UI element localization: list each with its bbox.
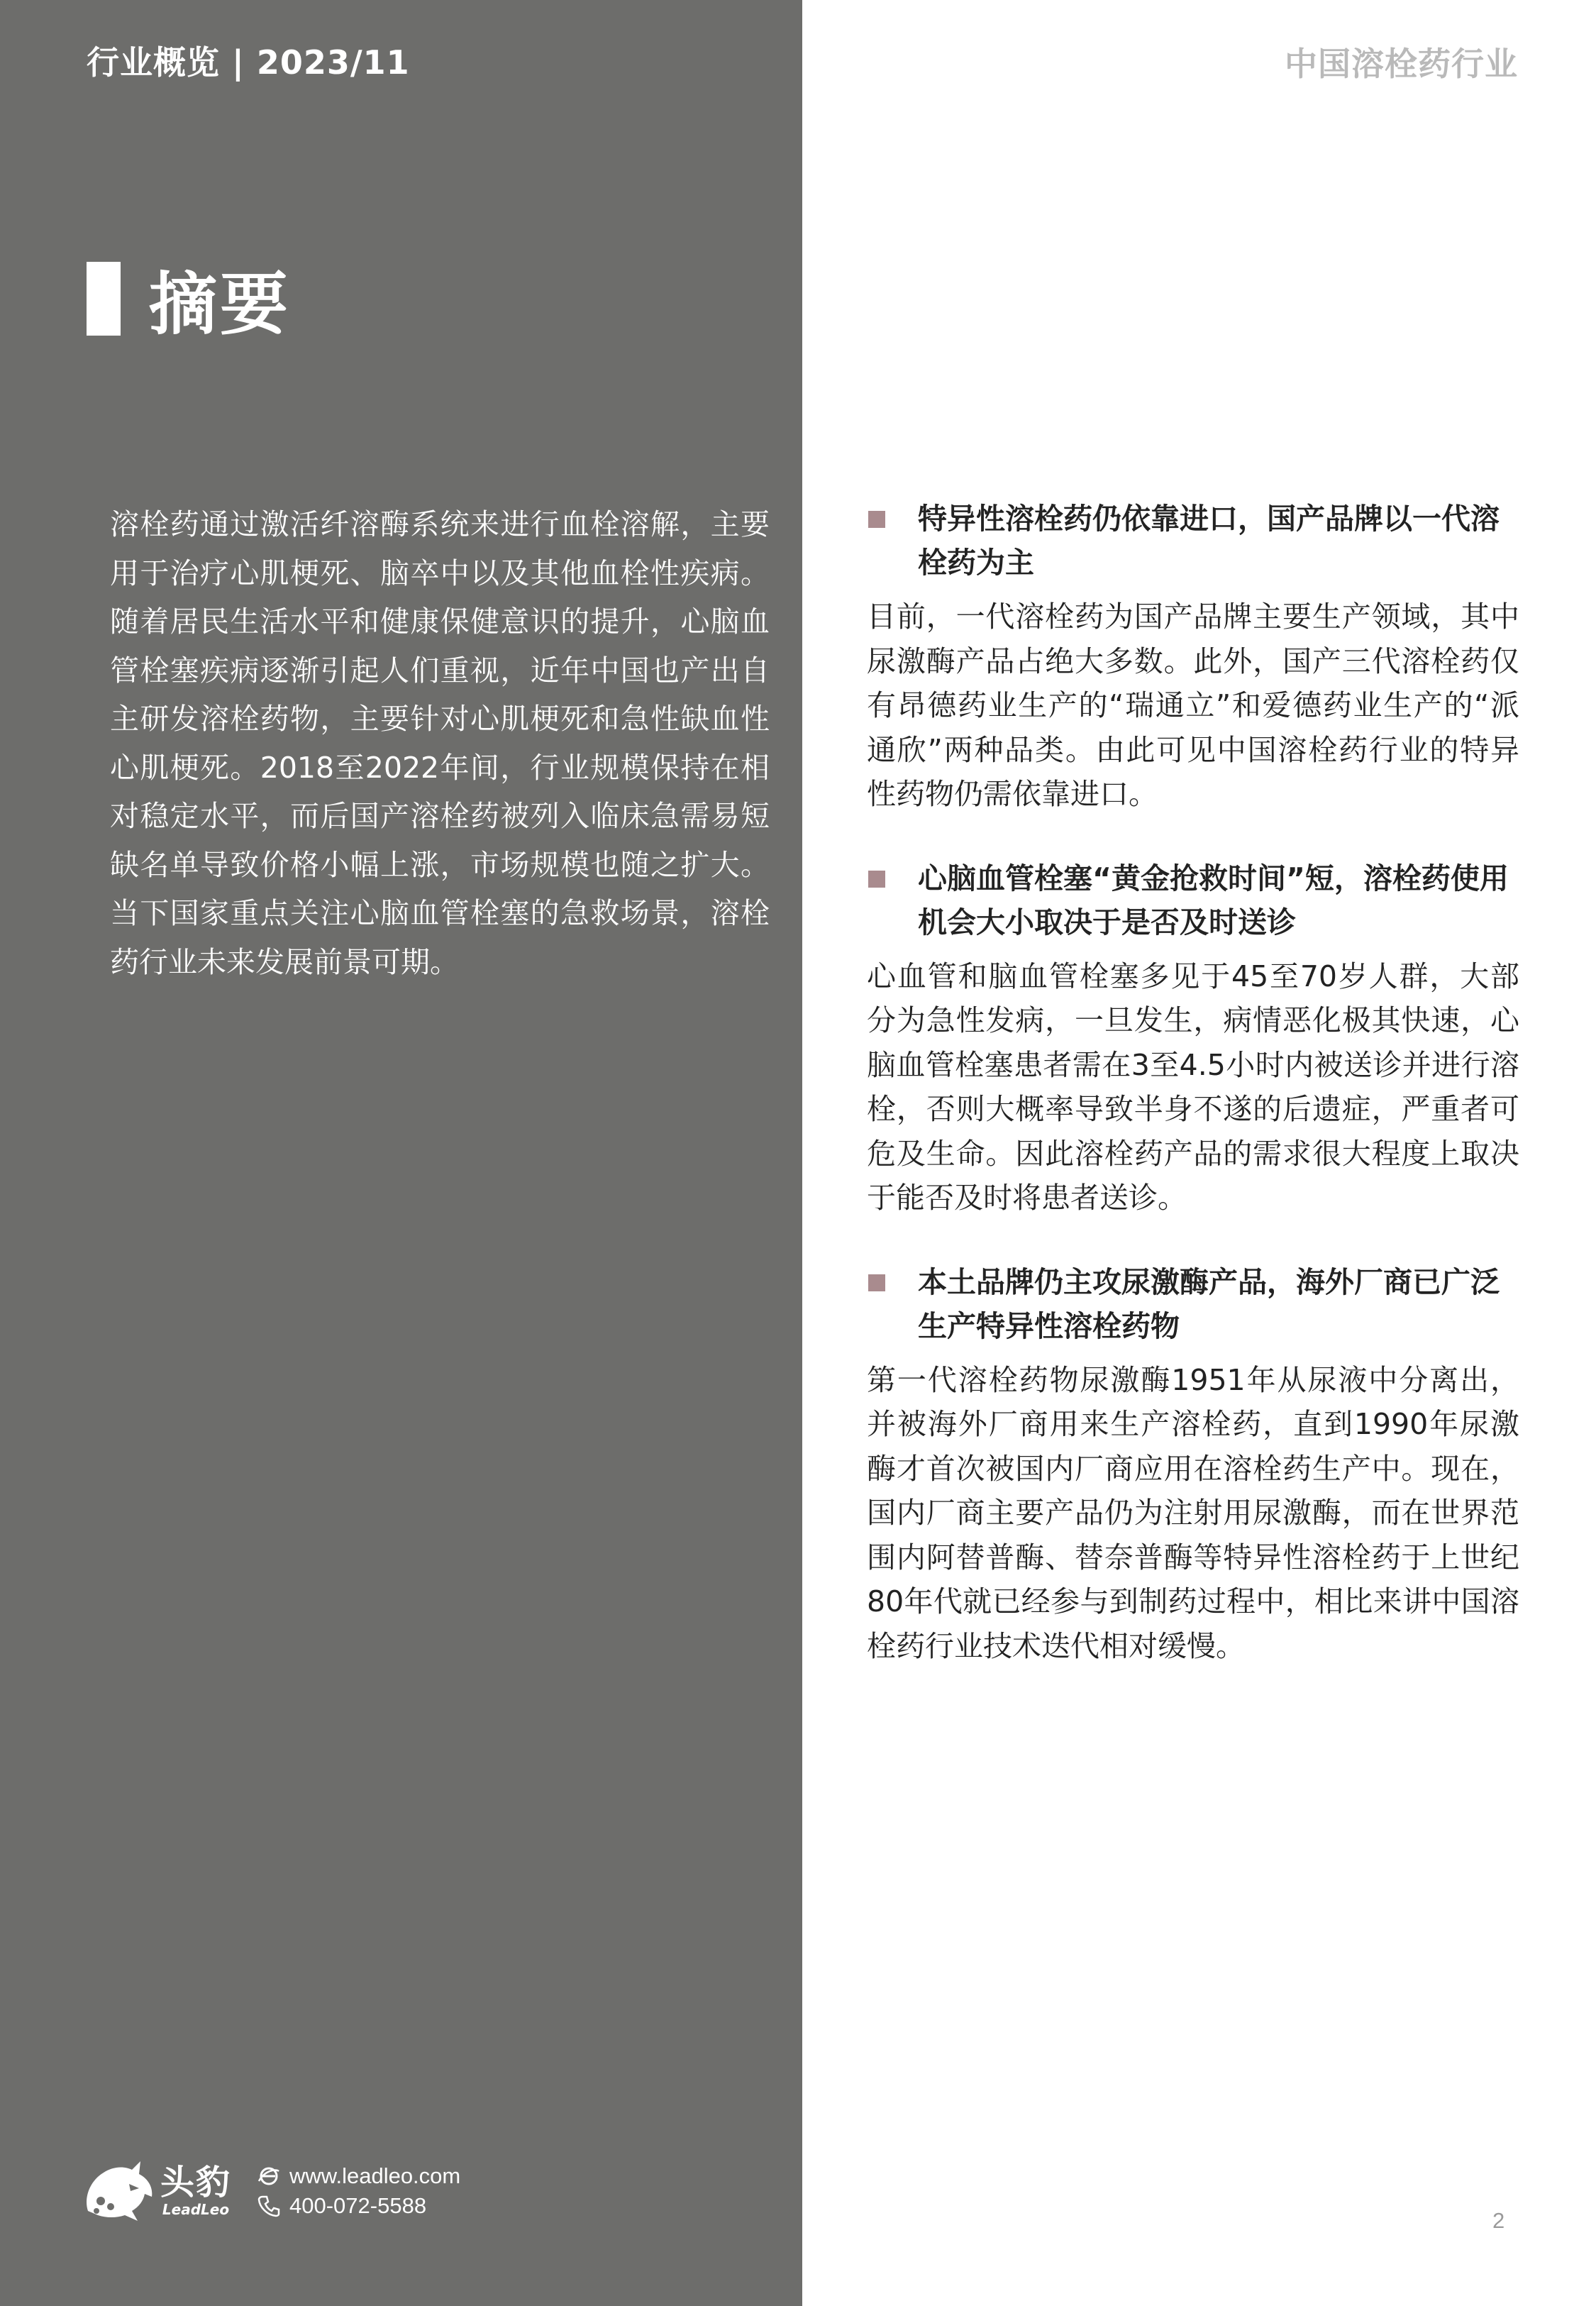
brand-name-cn: 头豹 bbox=[160, 2163, 232, 2202]
finding-heading-text: 本土品牌仍主攻尿激酶产品，海外厂商已广泛生产特异性溶栓药物 bbox=[918, 1264, 1500, 1343]
finding-heading bbox=[867, 497, 1519, 585]
finding-body: 第一代溶栓药物尿激酶1951年从尿液中分离出，并被海外厂商用来生产溶栓药，直到1990年尿激酶才首次被国内厂商应用在溶栓药生产中。现在，国内厂商主要产品仍为注射用尿激酶，而在世界范围内阿替普酶、替奈普酶等特异性溶栓药于上世纪80年代就已经参与到制药过程中，相比来讲中国溶栓药行业技术迭代相对缓慢。 bbox=[867, 1362, 1519, 1663]
square-bullet-icon bbox=[868, 511, 885, 528]
website-row bbox=[257, 2163, 460, 2189]
finding-body: 心血管和脑血管栓塞多见于45至70岁人群，大部分为急性发病，一旦发生，病情恶化极其快速，心脑血管栓塞患者需在3至4.5小时内被送诊并进行溶栓，否则大概率导致半身不遂的后遗症，严重者可危及生命。因此溶栓药产品的需求很大程度上取决于能否及时将患者送诊。 bbox=[867, 959, 1519, 1215]
footer bbox=[79, 2156, 460, 2227]
contact-info bbox=[257, 2163, 460, 2219]
finding-item bbox=[867, 1260, 1519, 1669]
section-title bbox=[87, 257, 291, 344]
section-title-text: 摘要 bbox=[149, 264, 291, 344]
key-findings bbox=[867, 497, 1519, 1708]
phone-text[interactable]: 400-072-5588 bbox=[289, 2193, 427, 2218]
square-bullet-icon bbox=[868, 1274, 885, 1291]
header-report-title: 中国溶栓药行业 bbox=[1285, 45, 1518, 83]
finding-heading bbox=[867, 856, 1519, 944]
finding-heading-text: 心脑血管栓塞“黄金抢救时间”短，溶栓药使用机会大小取决于是否及时送诊 bbox=[918, 861, 1509, 939]
finding-heading-text: 特异性溶栓药仍依靠进口，国产品牌以一代溶栓药为主 bbox=[918, 502, 1500, 580]
website-text[interactable]: www.leadleo.com bbox=[289, 2163, 461, 2188]
brand-wordmark bbox=[160, 2164, 231, 2218]
browser-e-icon bbox=[257, 2164, 281, 2188]
square-bullet-icon bbox=[868, 871, 885, 888]
title-accent-bar bbox=[87, 262, 121, 336]
page-number: 2 bbox=[1492, 2208, 1505, 2233]
finding-item bbox=[867, 856, 1519, 1220]
finding-body: 目前，一代溶栓药为国产品牌主要生产领域，其中尿激酶产品占绝大多数。此外，国产三代溶栓药仅有昂德药业生产的“瑞通立”和爱德药业生产的“派通欣”两种品类。由此可见中国溶栓药行业的特异性药物仍需依靠进口。 bbox=[867, 600, 1519, 811]
summary-paragraph: 溶栓药通过激活纤溶酶系统来进行血栓溶解，主要用于治疗心肌梗死、脑卒中以及其他血栓性疾病。随着居民生活水平和健康保健意识的提升，心脑血管栓塞疾病逐渐引起人们重视，近年中国也产出自主研发溶栓药物，主要针对心肌梗死和急性缺血性心肌梗死。2018至2022年间，行业规模保持在相对稳定水平，而后国产溶栓药被列入临床急需易短缺名单导致价格小幅上涨，市场规模也随之扩大。当下国家重点关注心脑血管栓塞的急救场景，溶栓药行业未来发展前景可期。 bbox=[110, 507, 770, 979]
finding-item bbox=[867, 497, 1519, 817]
header-category-date: 行业概览 | 2023/11 bbox=[87, 43, 410, 82]
finding-heading bbox=[867, 1260, 1519, 1348]
brand-name-en: LeadLeo bbox=[162, 2201, 230, 2218]
phone-row bbox=[257, 2193, 460, 2219]
leopard-logo-icon bbox=[79, 2156, 157, 2227]
phone-icon bbox=[257, 2194, 281, 2218]
